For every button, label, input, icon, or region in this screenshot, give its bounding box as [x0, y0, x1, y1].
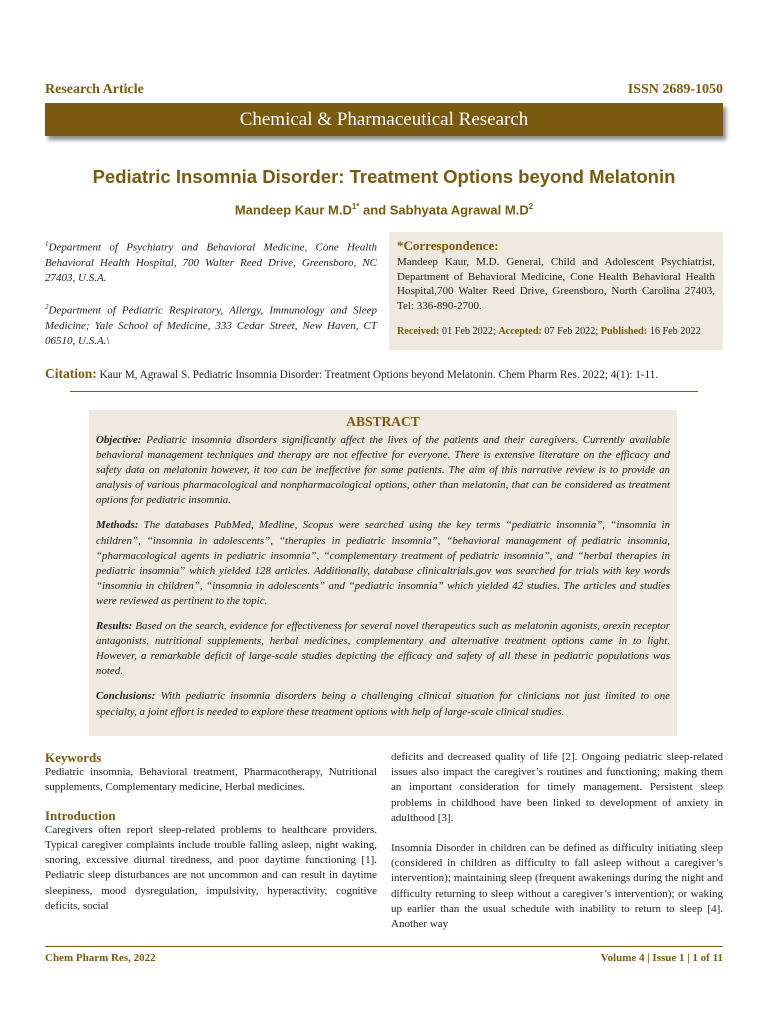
published-date: 16 Feb 2022: [649, 326, 701, 337]
conclusions-label: Conclusions:: [96, 690, 156, 703]
received-label: Received:: [397, 326, 440, 337]
citation-line: [45, 366, 735, 382]
conclusions-text: With pediatric insomnia disorders being a challenging clinical situation for clinicians not just limited to one specialty, a joint effort is needed to explore these treatment options with help of large-scale clinical studies.: [96, 690, 670, 718]
introduction-paragraph: Caregivers often report sleep-related problems to healthcare providers. Typical caregiver complaints include trouble falling asleep, night waking, snoring, excessive diurnal tiredness, and poor daytime functioning [1]. Pediatric sleep disturbances are not uncommon and can result in daytime sleepiness, mood dysregulation, impulsivity, hyperactivity, cognitive deficits, social: [45, 823, 377, 912]
abstract-objective: [96, 433, 670, 508]
results-text: Based on the search, evidence for effectiveness for several novel therapeutics such as melatonin agonists, orexin receptor antagonists, nutritional supplements, herbal medicines, complementary and alternative treatment options came in to light. However, a remarkable deficit of large-scale studies depicting the efficacy and safety of all these in pediatric populations was noted.: [96, 620, 670, 678]
accepted-label: Accepted:: [498, 326, 542, 337]
article-type-label: Research Article: [45, 82, 144, 97]
authors-line: Mandeep Kaur $M.D^{1*}$ and Sabhyata Agrawal $M.D^2$: [234, 202, 534, 218]
journal-banner: Chemical & Pharmaceutical Research: [45, 103, 723, 136]
abstract-box: [89, 410, 677, 736]
right-column: [391, 750, 723, 932]
keywords-text: Pediatric insomnia, Behavioral treatment, Pharmacotherapy, Nutritional supplements, Complementary medicine, Herbal medicines.: [45, 766, 377, 794]
footer-divider: [45, 946, 723, 947]
abstract-methods: [96, 518, 670, 609]
methods-text: The databases PubMed, Medline, Scopus were searched using the key terms “pediatric insomnia”, “insomnia in children”, “insomnia in adolescents”, “therapies in pediatric insomnia”, “behavioral management of pediatric insomnia, “pharmacological agents in pediatric insomnia”, “complementary treatment of pediatric insomnia”, and “herbal therapies in pediatric insomnia” which yielded 128 articles. Additionally, database clinicaltrials.gov was searched for trials with key words “insomnia in children”, “insomnia in adolescents” and “pediatric insomnia” which yielded 42 studies. The articles and studies were reviewed as pertinent to the topic.: [96, 519, 670, 607]
right-paragraph-2: Insomnia Disorder in children can be defined as difficulty initiating sleep (considered in children as difficulty to fall asleep without a caregiver’s intervention); maintaining sleep (frequent awakenings during the night and difficulty returning to sleep without a caregiver’s intervention); or waking up earlier than the usual schedule with inability to return to sleep [4]. Another way: [391, 842, 723, 931]
left-column: [45, 750, 377, 914]
abstract-conclusions: [96, 689, 670, 719]
published-label: Published:: [600, 326, 648, 337]
correspondence-body: Mandeep Kaur, M.D. General, Child and Adolescent Psychiatrist, Department of Behavioral Medicine, Cone Health Behavioral Health Hospital,700 Walter Reed Drive, Greensboro, North Carolina 27403, Tel: 336-890-2700.: [397, 256, 715, 312]
methods-label: Methods:: [96, 519, 139, 532]
results-label: Results:: [96, 620, 133, 633]
objective-label: Objective:: [96, 434, 142, 446]
right-paragraph-1: deficits and decreased quality of life [2]. Ongoing pediatric sleep-related issues also impact the caregiver’s routines and functioning; making them an important consideration for timely management. Persistent sleep problems in childhood have been linked to development of anxiety in adulthood [3].: [391, 751, 723, 824]
accepted-date: 07 Feb 2022;: [544, 326, 599, 337]
introduction-heading: Introduction: [45, 807, 116, 823]
received-date: 01 Feb 2022;: [441, 326, 496, 337]
keywords-heading: Keywords: [45, 750, 102, 765]
affiliation-1: $^1$Department of Psychiatry and Behavioral Medicine, Cone Health Behavioral Health Hospital, 700 Walter Reed Drive, Greensboro, NC 27403, U.S.A.: [45, 240, 377, 285]
abstract-results: [96, 619, 670, 679]
section-divider: [70, 391, 698, 392]
objective-text: Pediatric insomnia disorders significantly affect the lives of the patients and their caregivers. Currently available behavioral management techniques and therapy are not effective for everyone. There is extensive literature on the efficacy and safety data on melatonin however, it too can be ineffective for some patients. The aim of this narrative review is to provide an analysis of various pharmacological and nonpharmacological options, other than melatonin, that can be considered as treatment options for pediatric insomnia.: [96, 434, 670, 507]
footer-page-info: Volume 4 | Issue 1 | 1 of 11: [600, 952, 723, 964]
correspondence-box: [389, 232, 723, 350]
article-dates: [397, 326, 715, 337]
affiliation-2: $^2$Department of Pediatric Respiratory, Allergy, Immunology and Sleep Medicine; Yale School of Medicine, 333 Cedar Street, New Haven, CT 06510, U.S.A.\: [45, 303, 377, 348]
citation-label: Citation:: [45, 366, 97, 381]
issn-label: ISSN 2689-1050: [627, 82, 723, 97]
citation-text: Kaur M, Agrawal S. Pediatric Insomnia Disorder: Treatment Options beyond Melatonin. Chem Pharm Res. 2022; 4(1): 1-11.: [99, 369, 659, 381]
article-title: Pediatric Insomnia Disorder: Treatment Options beyond Melatonin: [92, 166, 676, 187]
footer-journal: Chem Pharm Res, 2022: [45, 952, 156, 964]
correspondence-heading: *Correspondence:: [397, 238, 499, 253]
abstract-heading: ABSTRACT: [346, 414, 420, 429]
